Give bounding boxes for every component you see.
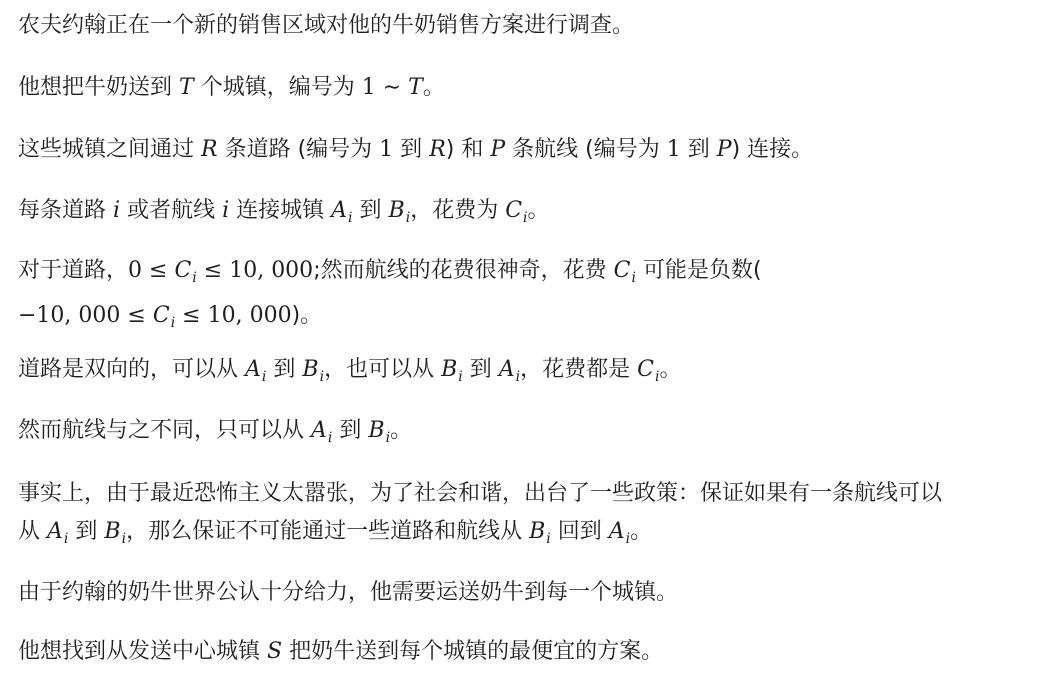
math-C: C [505, 198, 523, 223]
math-subscript: i [385, 430, 391, 446]
paragraph-roads-bidirectional [18, 351, 681, 396]
paragraph-costs [18, 252, 762, 342]
math-subscript: i [63, 531, 69, 547]
math-A: A [47, 519, 63, 544]
math-subscript: i [458, 369, 463, 385]
text: 他想把牛奶送到 [18, 75, 173, 100]
text: 可能是负数( [642, 258, 762, 283]
text: 到 [400, 137, 423, 162]
text: 。 [630, 519, 653, 544]
text: ) 和 [445, 137, 484, 162]
math-i: i [222, 198, 230, 223]
text: ) 连接。 [731, 137, 814, 162]
paragraph-roads-routes [18, 131, 813, 169]
math-one: 1 [666, 137, 681, 162]
math-A: A [608, 519, 625, 544]
text: )。 [291, 303, 323, 328]
math-B: B [368, 418, 385, 443]
math-expr: −10, 000 ≤ [18, 303, 146, 328]
math-B: B [104, 519, 121, 544]
math-A: A [331, 198, 348, 223]
text: 。 [422, 75, 445, 100]
math-A: A [311, 418, 327, 443]
paragraph-goal [18, 633, 663, 671]
text: 。 [390, 418, 413, 443]
math-subscript: i [631, 270, 636, 286]
math-B: B [302, 357, 319, 382]
text: 。 [659, 357, 682, 382]
math-expr: ≤ 10, 000 [203, 258, 314, 283]
text: 从 [18, 519, 41, 544]
paragraph-intro: 农夫约翰正在一个新的销售区域对他的牛奶销售方案进行调查。 [18, 13, 635, 38]
math-C: C [174, 258, 192, 283]
text: 到 [687, 137, 710, 162]
math-subscript: i [327, 430, 333, 446]
text: 这些城镇之间通过 [18, 137, 195, 162]
text: ;然而航线的花费很神奇，花费 [313, 258, 607, 283]
paragraph-towns [18, 69, 445, 107]
text: 然而航线与之不同，只可以从 [18, 418, 305, 443]
math-subscript: i [546, 531, 551, 547]
math-R: R [429, 137, 446, 162]
text: 到 [339, 418, 362, 443]
math-expr: 0 ≤ [128, 258, 168, 283]
text: 或者航线 [127, 198, 216, 223]
math-C: C [152, 303, 170, 328]
text: 。 [527, 198, 550, 223]
math-subscript: i [348, 210, 353, 226]
text: 到 [75, 519, 98, 544]
math-subscript: i [170, 315, 176, 331]
math-subscript: i [319, 369, 325, 385]
paragraph-delivery: 由于约翰的奶牛世界公认十分给力，他需要运送奶牛到每一个城镇。 [18, 580, 679, 605]
math-A: A [245, 357, 261, 382]
text: 对于道路， [18, 258, 129, 283]
text: 事实上，由于最近恐怖主义太嚣张，为了社会和谐，出台了一些政策：保证如果有一条航线可以 [18, 481, 943, 506]
math-subscript: i [192, 270, 197, 286]
math-P: P [716, 137, 732, 162]
math-T: T [408, 75, 423, 100]
math-tilde: ∼ [382, 75, 402, 100]
math-i: i [113, 198, 121, 223]
math-subscript: i [405, 210, 411, 226]
text: 到 [359, 198, 382, 223]
math-R: R [201, 137, 218, 162]
math-subscript: i [523, 210, 528, 226]
text: ，花费都是 [520, 357, 631, 382]
math-subscript: i [625, 531, 631, 547]
math-subscript: i [654, 369, 660, 385]
text: 把奶牛送到每个城镇的最便宜的方案。 [289, 639, 664, 664]
math-subscript: i [515, 369, 521, 385]
text: 每条道路 [18, 198, 107, 223]
math-C: C [637, 357, 654, 382]
math-A: A [498, 357, 515, 382]
text: 连接城镇 [236, 198, 325, 223]
math-B: B [529, 519, 546, 544]
text: 条道路 (编号为 [224, 137, 373, 162]
math-B: B [441, 357, 458, 382]
text: 到 [273, 357, 296, 382]
math-S: S [267, 639, 283, 664]
paragraph-policy [18, 475, 942, 558]
paragraph-routes-oneway [18, 412, 412, 457]
math-B: B [388, 198, 405, 223]
text: 回到 [557, 519, 602, 544]
math-one: 1 [361, 75, 376, 100]
text: 条航线 (编号为 [512, 137, 660, 162]
text: ，花费为 [410, 198, 499, 223]
paragraph-connection [18, 192, 550, 237]
text: 个城镇，编号为 [200, 75, 355, 100]
text: 到 [469, 357, 492, 382]
math-subscript: i [121, 531, 127, 547]
math-T: T [179, 75, 194, 100]
math-expr: ≤ 10, 000 [182, 303, 292, 328]
text: ，也可以从 [324, 357, 435, 382]
text: 他想找到从发送中心城镇 [18, 639, 261, 664]
text: 道路是双向的，可以从 [18, 357, 239, 382]
math-subscript: i [261, 369, 267, 385]
text: ，那么保证不可能通过一些道路和航线从 [126, 519, 523, 544]
math-one: 1 [379, 137, 394, 162]
math-P: P [490, 137, 506, 162]
math-C: C [613, 258, 631, 283]
